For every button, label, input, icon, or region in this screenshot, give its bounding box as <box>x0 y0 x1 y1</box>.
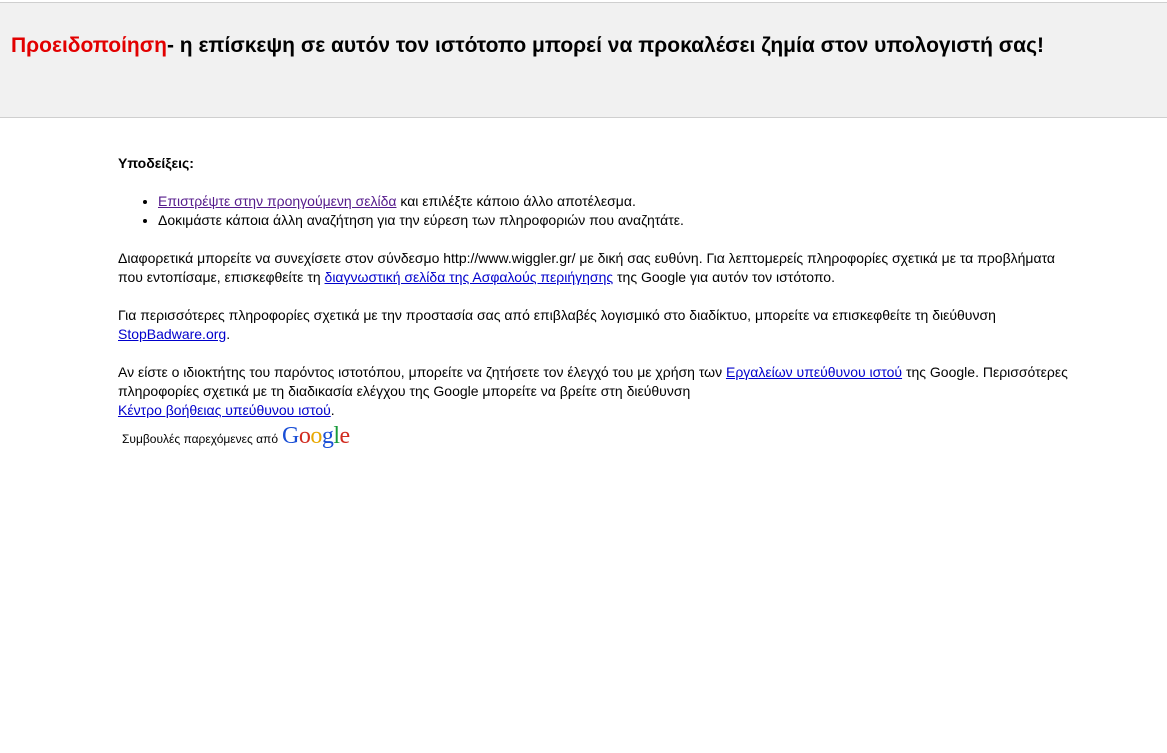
advisory-attribution <box>122 420 350 452</box>
advice-heading: Υποδείξεις: <box>118 155 194 171</box>
logo-letter: e <box>339 423 350 449</box>
logo-letter: o <box>298 423 311 449</box>
webmaster-text-middle: της Google. Περισσότερες πληροφορίες σχετικά με τη διαδικασία ελέγχου της Google μπορείτε να βρείτε στη διεύθυνση <box>118 364 1068 399</box>
diagnostic-page-link[interactable]: διαγνωστική σελίδα της Ασφαλούς περιήγησης <box>324 269 614 285</box>
main-content <box>118 154 1068 439</box>
stopbadware-text-end: . <box>226 326 231 342</box>
google-logo <box>282 421 350 451</box>
continue-text: Διαφορετικά μπορείτε να συνεχίσετε στον σύνδεσμο http://www.wiggler.gr/ με δική σας ευθύνη. Για λεπτομερείς πληροφορίες σχετικά με τα προβλήματα που εντοπίσαμε, επισκεφθείτε τη <box>118 250 1055 285</box>
advice-item-other-search: • Δοκιμάστε κάποια άλλη αναζήτηση για την εύρεση των πληροφοριών που αναζητάτε. <box>158 211 1068 230</box>
go-back-link[interactable]: Επιστρέψτε στην προηγούμενη σελίδα <box>158 193 397 209</box>
webmaster-text: Αν είστε ο ιδιοκτήτης του παρόντος ιστοτόπου, μπορείτε να ζητήσετε τον έλεγχό του με χρήση των <box>118 364 726 380</box>
stopbadware-text: Για περισσότερες πληροφορίες σχετικά με την προστασία σας από επιβλαβές λογισμικό στο διαδίκτυο, μπορείτε να επισκεφθείτε τη διεύθυνση <box>118 307 996 323</box>
warning-word: Προειδοποίηση <box>11 34 167 57</box>
warning-message: - η επίσκεψη σε αυτόν τον ιστότοπο μπορεί να προκαλέσει ζημία στον υπολογιστή σας! <box>166 34 1045 57</box>
warning-header <box>0 2 1167 118</box>
webmaster-text-end: . <box>330 402 335 418</box>
logo-letter: o <box>310 423 322 449</box>
attribution-text: Συμβουλές παρεχόμενες από <box>122 432 278 446</box>
advice-list <box>118 192 1068 230</box>
continue-paragraph <box>118 249 1068 287</box>
webmaster-help-center-link[interactable]: Κέντρο βοήθειας υπεύθυνου ιστού <box>118 402 331 418</box>
logo-letter: l <box>333 423 340 449</box>
webmaster-tools-link[interactable]: Εργαλείων υπεύθυνου ιστού <box>725 364 903 380</box>
webmaster-paragraph <box>118 363 1068 420</box>
warning-title <box>11 31 1156 61</box>
stopbadware-link[interactable]: StopBadware.org <box>118 326 227 342</box>
logo-letter: g <box>321 423 334 449</box>
stopbadware-paragraph <box>118 306 1068 344</box>
advice-item-go-back <box>158 192 1068 211</box>
continue-text-end: της Google για αυτόν τον ιστότοπο. <box>613 269 835 285</box>
advice-item-go-back-text: και επιλέξτε κάποιο άλλο αποτέλεσμα. <box>396 193 636 209</box>
logo-letter: G <box>282 423 299 449</box>
